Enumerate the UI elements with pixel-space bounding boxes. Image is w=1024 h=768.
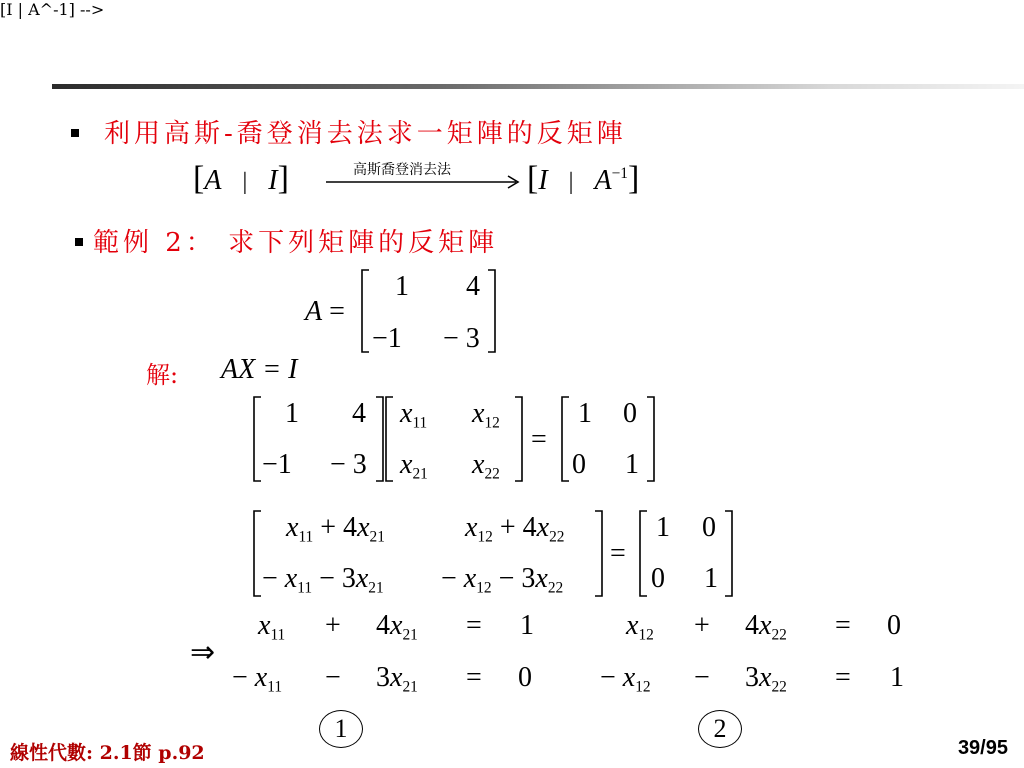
matrix-left-bracket [386, 397, 393, 481]
matrix-cell: 0 [702, 512, 716, 543]
matrix-cell: $x_{11} + 4x_{21}$ [286, 512, 385, 546]
solution-label: 解: [146, 361, 179, 389]
matrix-cell: − 3 [330, 449, 367, 480]
equation-term: = [835, 610, 851, 641]
equation-term: − $x_{11}$ [232, 662, 283, 696]
equation-term: = [466, 662, 482, 693]
matrix-right-bracket [595, 511, 602, 596]
equation-term: 0 [518, 662, 532, 693]
matrix-left-bracket [562, 397, 569, 481]
implies-symbol: ⇒ [190, 636, 216, 669]
matrix-left-bracket [640, 511, 647, 596]
equation-term: + [325, 610, 341, 641]
matrix-cell: 1 [656, 512, 670, 543]
bullet-2-text: 範例 2： 求下列矩陣的反矩陣 [93, 228, 499, 258]
augmented-right: [I | $A^{-1}$] [527, 160, 640, 197]
matrix-cell: $x_{21}$ [400, 449, 428, 483]
matrix-cell: $x_{12}$ [472, 398, 500, 432]
matrix-cell: $x_{11}$ [400, 398, 428, 432]
matrix-a-left-bracket [362, 270, 369, 352]
equation-term: − [325, 662, 341, 693]
augmented-left: [A | I] [193, 160, 289, 197]
matrix-cell: 1 [578, 398, 592, 429]
matrix-right-bracket [376, 397, 383, 481]
matrix-cell: 1 [625, 449, 639, 480]
matrix-a-cell: 1 [395, 271, 409, 302]
bullet-1-text: 利用高斯-喬登消去法求一矩陣的反矩陣 [104, 119, 627, 149]
matrix-cell: 4 [352, 398, 366, 429]
matrix-cell: − $x_{12} - 3x_{22}$ [441, 563, 564, 597]
matrix-cell: $x_{22}$ [472, 449, 500, 483]
circled-number-1: 1 [319, 710, 363, 748]
matrix-a-label: A = [305, 296, 345, 327]
equation-term: = [466, 610, 482, 641]
equation-term: − $x_{12}$ [600, 662, 651, 696]
matrix-right-bracket [725, 511, 732, 596]
matrix-left-bracket [254, 511, 261, 596]
equation-term: + [694, 610, 710, 641]
matrix-cell: 1 [285, 398, 299, 429]
matrix-right-bracket [515, 397, 522, 481]
matrix-cell: 0 [651, 563, 665, 594]
equation-term: 0 [887, 610, 901, 641]
equals-sign: = [610, 538, 626, 569]
equation-term: $3x_{21}$ [376, 662, 418, 696]
matrix-right-bracket [647, 397, 654, 481]
equation-term: − [694, 662, 710, 693]
equation-term: $4x_{21}$ [376, 610, 418, 644]
matrix-a-cell: 4 [466, 271, 480, 302]
equation-term: $3x_{22}$ [745, 662, 787, 696]
solution-equation: AX = I [221, 354, 298, 385]
matrix-cell: 0 [572, 449, 586, 480]
matrix-cell: − $x_{11} - 3x_{21}$ [262, 563, 384, 597]
footer-course-label: 線性代數: 2.1節 p.92 [10, 742, 205, 764]
equation-term: = [835, 662, 851, 693]
equals-sign: = [531, 424, 547, 455]
equation-term: 1 [520, 610, 534, 641]
matrix-left-bracket [254, 397, 261, 481]
equation-term: 1 [890, 662, 904, 693]
equation-term: $x_{12}$ [626, 610, 654, 644]
equation-term: $x_{11}$ [258, 610, 286, 644]
matrix-a-cell: − 3 [443, 323, 480, 354]
matrix-a-cell: −1 [372, 323, 402, 354]
matrix-cell: 1 [704, 563, 718, 594]
matrix-cell: 0 [623, 398, 637, 429]
footer-page-number: 39/95 [957, 737, 1008, 759]
equation-term: $4x_{22}$ [745, 610, 787, 644]
matrix-cell: −1 [262, 449, 292, 480]
matrix-a-right-bracket [488, 270, 495, 352]
arrow-label: 高斯喬登消去法 [353, 162, 451, 178]
circled-number-2: 2 [698, 710, 742, 748]
matrix-cell: $x_{12} + 4x_{22}$ [465, 512, 565, 546]
